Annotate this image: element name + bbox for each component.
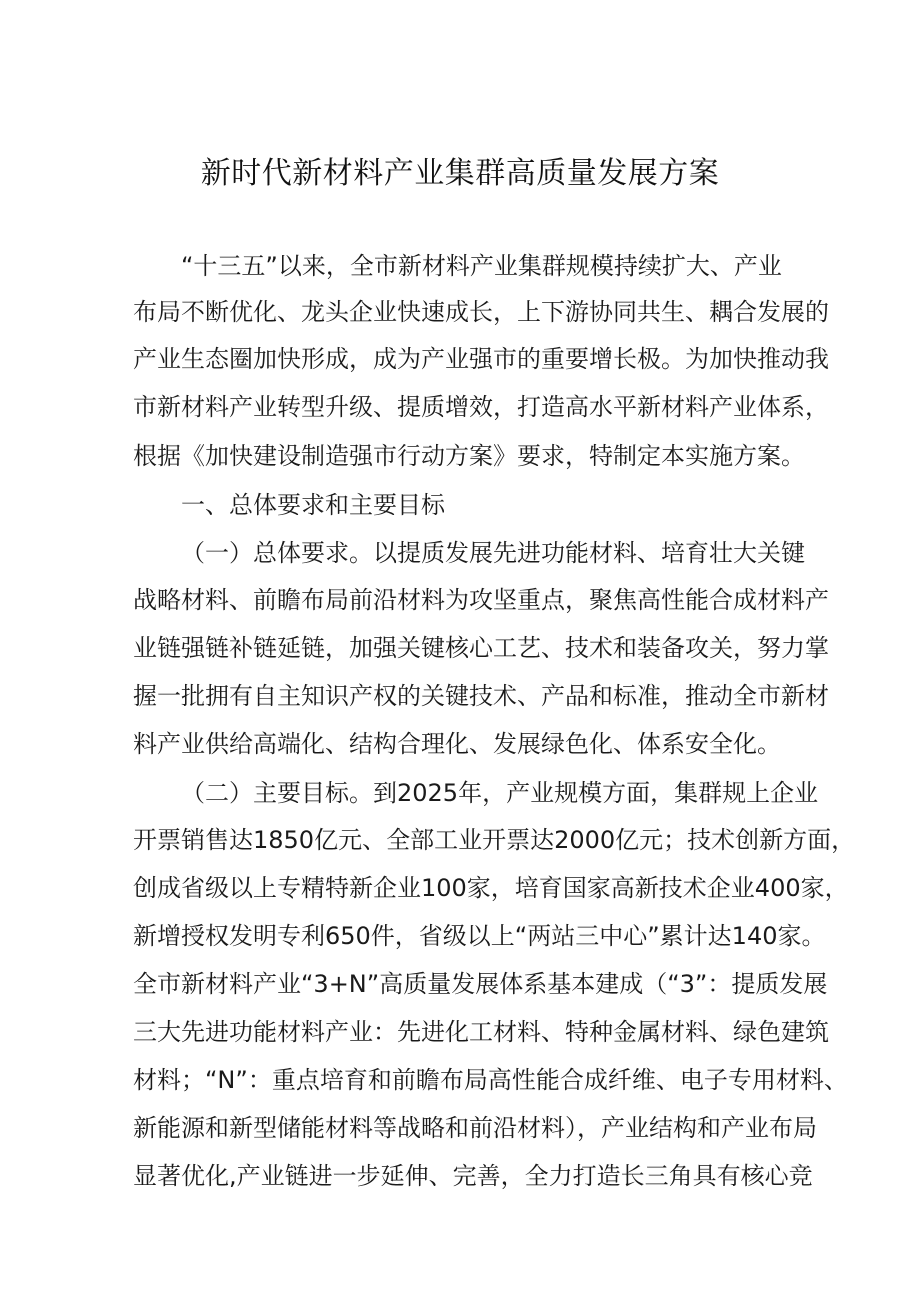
paragraph-line: 显著优化,产业链进一步延伸、完善，全力打造长三角具有核心竞: [133, 1162, 813, 1190]
paragraph-line: 三大先进功能材料产业：先进化工材料、特种金属材料、绿色建筑: [133, 1018, 829, 1046]
document-title: 新时代新材料产业集群高质量发展方案: [200, 156, 720, 191]
paragraph-line: 新增授权发明专利650件，省级以上“两站三中心”累计达140家。: [133, 922, 826, 950]
paragraph-line: 材料；“N”：重点培育和前瞻布局高性能合成纤维、电子专用材料、: [133, 1066, 848, 1094]
section-heading: 一、总体要求和主要目标: [181, 491, 445, 519]
paragraph-line: 根据《加快建设制造强市行动方案》要求，特制定本实施方案。: [133, 442, 805, 470]
paragraph-line: 战略材料、前瞻布局前沿材料为攻坚重点，聚焦高性能合成材料产: [133, 586, 829, 614]
paragraph-line: 市新材料产业转型升级、提质增效，打造高水平新材料产业体系，: [133, 393, 829, 421]
paragraph-line: 开票销售达1850亿元、全部工业开票达2000亿元；技术创新方面，: [133, 826, 856, 854]
paragraph-line: 创成省级以上专精特新企业100家，培育国家高新技术企业400家，: [133, 874, 849, 902]
paragraph-line: 新能源和新型储能材料等战略和前沿材料），产业结构和产业布局: [133, 1114, 817, 1142]
paragraph-line: 布局不断优化、龙头企业快速成长，上下游协同共生、耦合发展的: [133, 298, 829, 326]
paragraph-line: 业链强链补链延链，加强关键核心工艺、技术和装备攻关，努力掌: [133, 634, 829, 662]
paragraph-line: 握一批拥有自主知识产权的关键技术、产品和标准，推动全市新材: [133, 682, 829, 710]
paragraph-line: （二）主要目标。到2025年，产业规模方面，集群规上企业: [181, 779, 819, 807]
paragraph-line: “十三五”以来，全市新材料产业集群规模持续扩大、产业: [181, 252, 782, 280]
paragraph-line: （一）总体要求。以提质发展先进功能材料、培育壮大关键: [181, 539, 805, 567]
paragraph-line: 料产业供给高端化、结构合理化、发展绿色化、体系安全化。: [133, 730, 781, 758]
paragraph-line: 全市新材料产业“3+N”高质量发展体系基本建成（“3”：提质发展: [133, 970, 828, 998]
paragraph-line: 产业生态圈加快形成，成为产业强市的重要增长极。为加快推动我: [133, 345, 829, 373]
